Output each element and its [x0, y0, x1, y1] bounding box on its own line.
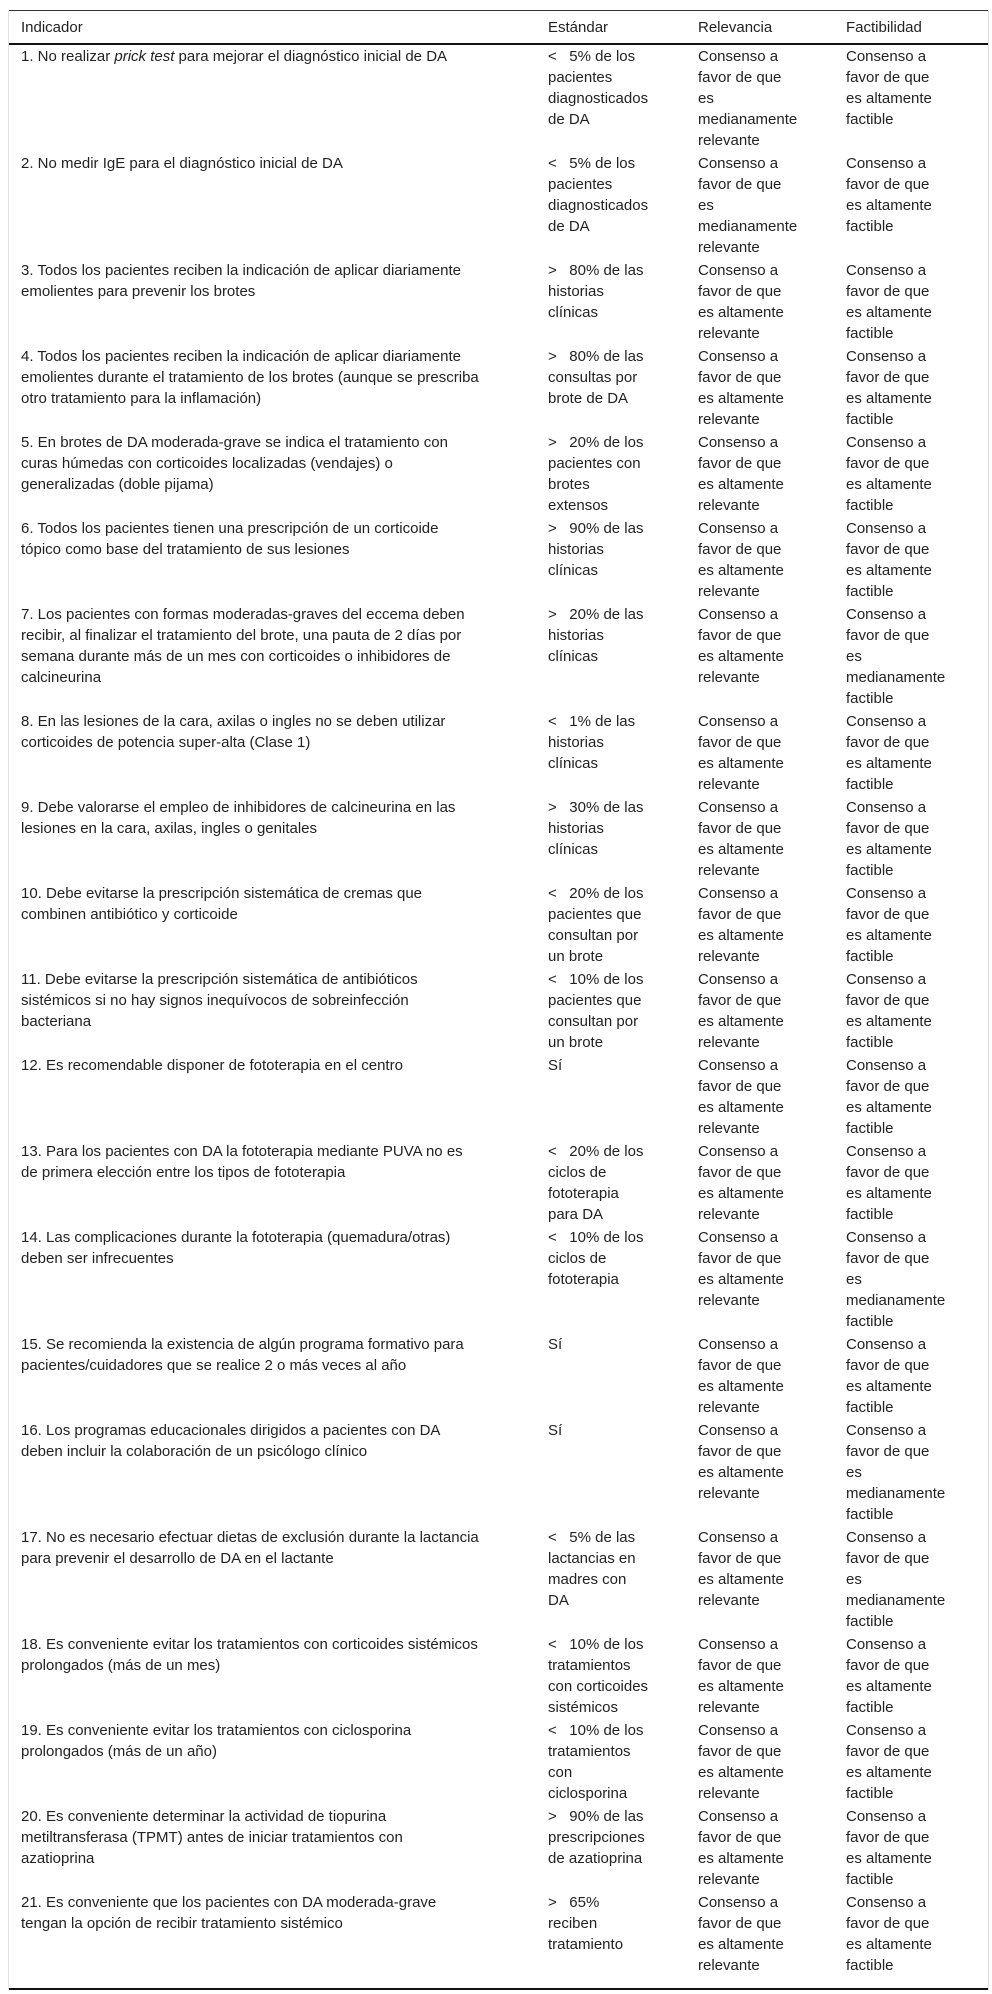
- feasibility-cell: Consenso a favor de que es altamente factible: [846, 262, 932, 342]
- standard-cell: Sí: [548, 1422, 563, 1439]
- relevance-cell: Consenso a favor de que es altamente relevante: [698, 1143, 784, 1223]
- feasibility-cell: Consenso a favor de que es medianamente factible: [846, 1529, 946, 1630]
- feasibility-cell: Consenso a favor de que es altamente factible: [846, 1636, 932, 1716]
- table-row: [9, 44, 988, 152]
- indicator-text: 1. No realizar: [21, 48, 115, 65]
- indicator-cell: 17. No es necesario efectuar dietas de exclusión durante la lactancia para prevenir el desarrollo de DA en el lactante: [21, 1529, 479, 1567]
- table-row: [9, 1891, 988, 1989]
- table-row: [9, 1526, 988, 1633]
- table-row: [9, 259, 988, 345]
- table-header-row: [9, 11, 988, 45]
- indicator-italic-text: prick test: [114, 48, 175, 65]
- indicator-cell: [9, 44, 540, 152]
- relevance-cell: Consenso a favor de que es altamente relevante: [698, 1722, 784, 1802]
- header-indicador: Indicador: [9, 11, 540, 45]
- table-row: [9, 882, 988, 968]
- feasibility-cell: Consenso a favor de que es altamente factible: [839, 1891, 988, 1989]
- header-relevancia: Relevancia: [690, 11, 839, 45]
- relevance-cell: Consenso a favor de que es altamente relevante: [698, 262, 784, 342]
- feasibility-cell: Consenso a favor de que es altamente factible: [846, 1336, 932, 1416]
- indicator-cell: 7. Los pacientes con formas moderadas-graves del eccema deben recibir, al finalizar el tratamiento del brote, una pauta de 2 días por semana durante más de un mes con corticoides o inhibidores de calcineurina: [21, 606, 465, 686]
- relevance-cell: Consenso a favor de que es altamente relevante: [698, 1422, 784, 1502]
- feasibility-cell: Consenso a favor de que es altamente factible: [846, 1808, 932, 1888]
- indicator-cell: 9. Debe valorarse el empleo de inhibidores de calcineurina en las lesiones en la cara, axilas, ingles o genitales: [21, 799, 456, 837]
- table-row: [9, 710, 988, 796]
- table-row: [9, 796, 988, 882]
- standard-cell: > 90% de las historias clínicas: [548, 520, 644, 579]
- feasibility-cell: Consenso a favor de que es altamente factible: [846, 48, 932, 128]
- relevance-cell: Consenso a favor de que es medianamente relevante: [698, 155, 798, 256]
- relevance-cell: Consenso a favor de que es altamente relevante: [698, 1636, 784, 1716]
- indicator-cell: 5. En brotes de DA moderada-grave se indica el tratamiento con curas húmedas con corticoides localizadas (vendajes) o generalizadas (doble pijama): [21, 434, 448, 493]
- feasibility-cell: Consenso a favor de que es altamente factible: [846, 434, 932, 514]
- relevance-cell: Consenso a favor de que es medianamente relevante: [698, 48, 798, 149]
- relevance-cell: Consenso a favor de que es altamente relevante: [698, 713, 784, 793]
- indicator-text: para mejorar el diagnóstico inicial de DA: [174, 48, 448, 65]
- standard-cell: > 20% de las historias clínicas: [548, 606, 644, 665]
- standard-cell: < 1% de las historias clínicas: [548, 713, 636, 772]
- feasibility-cell: Consenso a favor de que es medianamente factible: [846, 606, 946, 707]
- table-row: [9, 1719, 988, 1805]
- standard-cell: < 5% de las lactancias en madres con DA: [548, 1529, 636, 1609]
- feasibility-cell: Consenso a favor de que es medianamente factible: [846, 1422, 946, 1523]
- table-row: [9, 1226, 988, 1333]
- standard-cell: < 5% de los pacientes diagnosticados de DA: [548, 155, 649, 235]
- table-row: [9, 431, 988, 517]
- relevance-cell: Consenso a favor de que es altamente relevante: [698, 1808, 784, 1888]
- feasibility-cell: Consenso a favor de que es altamente factible: [846, 348, 932, 428]
- header-estandar: Estándar: [540, 11, 690, 45]
- indicator-cell: 11. Debe evitarse la prescripción sistemática de antibióticos sistémicos si no hay signos inequívocos de sobreinfección bacteriana: [21, 971, 418, 1030]
- feasibility-cell: Consenso a favor de que es altamente factible: [846, 1722, 932, 1802]
- indicator-cell: 6. Todos los pacientes tienen una prescripción de un corticoide tópico como base del tratamiento de sus lesiones: [21, 520, 439, 558]
- standard-cell: Sí: [548, 1057, 563, 1074]
- relevance-cell: Consenso a favor de que es altamente relevante: [698, 1229, 784, 1309]
- indicator-cell: 20. Es conveniente determinar la actividad de tiopurina metiltransferasa (TPMT) antes de iniciar tratamientos con azatioprina: [21, 1808, 403, 1867]
- feasibility-cell: Consenso a favor de que es medianamente factible: [846, 1229, 946, 1330]
- standard-cell: < 10% de los tratamientos con ciclosporina: [548, 1722, 644, 1802]
- standard-cell: < 10% de los tratamientos con corticoides sistémicos: [548, 1636, 649, 1716]
- indicator-cell: 10. Debe evitarse la prescripción sistemática de cremas que combinen antibiótico y corticoide: [21, 885, 423, 923]
- indicator-cell: 2. No medir IgE para el diagnóstico inicial de DA: [21, 155, 343, 172]
- indicator-cell: 14. Las complicaciones durante la fototerapia (quemadura/otras) deben ser infrecuentes: [21, 1229, 451, 1267]
- table-row: [9, 1419, 988, 1526]
- table-row: [9, 1054, 988, 1140]
- indicator-cell: 15. Se recomienda la existencia de algún programa formativo para pacientes/cuidadores que se realice 2 o más veces al año: [21, 1336, 464, 1374]
- relevance-cell: Consenso a favor de que es altamente relevante: [698, 799, 784, 879]
- relevance-cell: Consenso a favor de que es altamente relevante: [698, 1529, 784, 1609]
- table-row: [9, 1140, 988, 1226]
- table-body: [9, 44, 988, 1989]
- indicator-cell: 13. Para los pacientes con DA la fototerapia mediante PUVA no es de primera elección entre los tipos de fototerapia: [21, 1143, 463, 1181]
- standard-cell: > 90% de las prescripciones de azatioprina: [548, 1808, 645, 1867]
- indicator-cell: 8. En las lesiones de la cara, axilas o ingles no se deben utilizar corticoides de potencia super-alta (Clase 1): [21, 713, 446, 751]
- standard-cell: < 10% de los pacientes que consultan por un brote: [548, 971, 644, 1051]
- relevance-cell: Consenso a favor de que es altamente relevante: [698, 1336, 784, 1416]
- standard-cell: Sí: [548, 1336, 563, 1353]
- table-row: [9, 1805, 988, 1891]
- feasibility-cell: Consenso a favor de que es altamente factible: [846, 885, 932, 965]
- relevance-cell: Consenso a favor de que es altamente relevante: [698, 606, 784, 686]
- table-row: [9, 968, 988, 1054]
- feasibility-cell: Consenso a favor de que es altamente factible: [846, 971, 932, 1051]
- standard-cell: > 65% reciben tratamiento: [540, 1891, 690, 1989]
- table-row: [9, 603, 988, 710]
- indicator-cell: 21. Es conveniente que los pacientes con DA moderada-grave tengan la opción de recibir tratamiento sistémico: [9, 1891, 540, 1989]
- standard-cell: > 80% de las consultas por brote de DA: [548, 348, 644, 407]
- table-row: [9, 517, 988, 603]
- indicators-table: [9, 10, 988, 1990]
- relevance-cell: Consenso a favor de que es altamente relevante: [698, 348, 784, 428]
- table-row: [9, 345, 988, 431]
- relevance-cell: Consenso a favor de que es altamente relevante: [698, 885, 784, 965]
- feasibility-cell: Consenso a favor de que es altamente factible: [846, 1057, 932, 1137]
- indicator-cell: 4. Todos los pacientes reciben la indicación de aplicar diariamente emolientes durante el tratamiento de los brotes (aunque se prescriba otro tratamiento para la inflamación): [21, 348, 479, 407]
- indicators-table-container: [8, 10, 989, 1990]
- table-row: [9, 1333, 988, 1419]
- standard-cell: < 5% de los pacientes diagnosticados de DA: [548, 48, 649, 128]
- relevance-cell: Consenso a favor de que es altamente relevante: [690, 1891, 839, 1989]
- indicator-cell: 12. Es recomendable disponer de fototerapia en el centro: [21, 1057, 403, 1074]
- standard-cell: < 10% de los ciclos de fototerapia: [548, 1229, 644, 1288]
- relevance-cell: Consenso a favor de que es altamente relevante: [698, 971, 784, 1051]
- standard-cell: < 20% de los pacientes que consultan por un brote: [548, 885, 644, 965]
- feasibility-cell: Consenso a favor de que es altamente factible: [846, 713, 932, 793]
- indicator-cell: 3. Todos los pacientes reciben la indicación de aplicar diariamente emolientes para prevenir los brotes: [21, 262, 461, 300]
- indicator-cell: 18. Es conveniente evitar los tratamientos con corticoides sistémicos prolongados (más de un mes): [21, 1636, 478, 1674]
- indicator-cell: 16. Los programas educacionales dirigidos a pacientes con DA deben incluir la colaboración de un psicólogo clínico: [21, 1422, 441, 1460]
- table-row: [9, 152, 988, 259]
- feasibility-cell: Consenso a favor de que es altamente factible: [846, 155, 932, 235]
- feasibility-cell: Consenso a favor de que es altamente factible: [846, 520, 932, 600]
- relevance-cell: Consenso a favor de que es altamente relevante: [698, 520, 784, 600]
- relevance-cell: Consenso a favor de que es altamente relevante: [698, 434, 784, 514]
- feasibility-cell: Consenso a favor de que es altamente factible: [846, 799, 932, 879]
- header-factibilidad: Factibilidad: [839, 11, 988, 45]
- table-row: [9, 1633, 988, 1719]
- feasibility-cell: Consenso a favor de que es altamente factible: [846, 1143, 932, 1223]
- standard-cell: > 30% de las historias clínicas: [548, 799, 644, 858]
- standard-cell: > 80% de las historias clínicas: [548, 262, 644, 321]
- standard-cell: > 20% de los pacientes con brotes extensos: [548, 434, 644, 514]
- standard-cell: < 20% de los ciclos de fototerapia para DA: [548, 1143, 644, 1223]
- indicator-cell: 19. Es conveniente evitar los tratamientos con ciclosporina prolongados (más de un año): [21, 1722, 412, 1760]
- relevance-cell: Consenso a favor de que es altamente relevante: [698, 1057, 784, 1137]
